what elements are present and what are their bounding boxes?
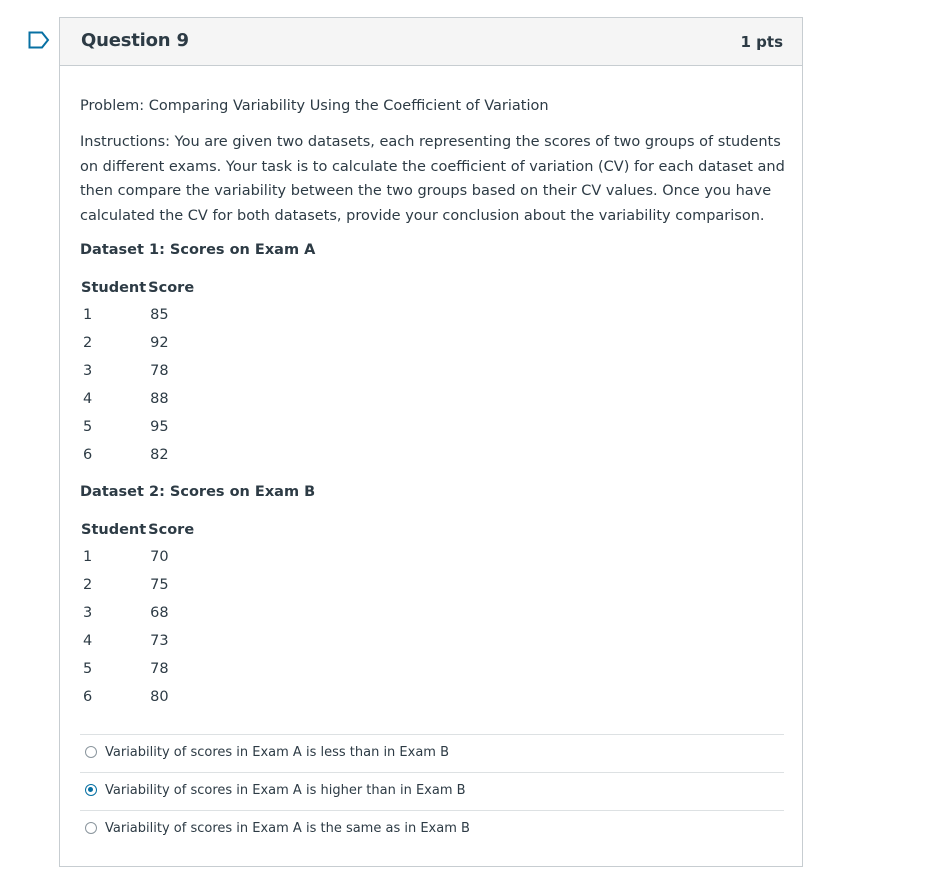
table-row: 4 88 xyxy=(83,391,169,407)
table-row: 2 75 xyxy=(83,577,169,593)
answer-label[interactable]: Variability of scores in Exam A is less than in Exam B xyxy=(105,745,450,760)
problem-title: Problem: Comparing Variability Using the Coefficient of Variation xyxy=(80,98,549,114)
answer-label[interactable]: Variability of scores in Exam A is the same as in Exam B xyxy=(105,821,470,836)
table-row: 6 82 xyxy=(83,447,169,463)
dataset1-heading: Dataset 1: Scores on Exam A xyxy=(80,242,316,258)
table-row: 1 85 xyxy=(83,307,169,323)
column-header-student: Student xyxy=(81,280,147,296)
dataset2-heading: Dataset 2: Scores on Exam B xyxy=(80,484,316,500)
question-header xyxy=(60,18,802,66)
answer-option-2[interactable] xyxy=(80,772,784,810)
table-row: 1 70 xyxy=(83,549,169,565)
answer-option-3[interactable] xyxy=(80,810,784,848)
dataset1-table xyxy=(80,275,195,469)
instructions-text: Instructions: You are given two datasets, each representing the scores of two groups of students on different exams. Your task is to calculate the coefficient of variation (CV) for each dataset and then compare the variability between the two groups based on their CV values. Once you have calculated the CV for both datasets, provide your conclusion about the variability comparison. xyxy=(80,134,785,224)
table-row: 2 92 xyxy=(83,335,169,351)
table-row: 3 78 xyxy=(83,363,169,379)
radio-button-selected[interactable] xyxy=(85,784,97,796)
answer-option-1[interactable] xyxy=(80,734,784,772)
table-row: 5 78 xyxy=(83,661,169,677)
question-card xyxy=(59,17,803,867)
dataset2-table xyxy=(80,517,195,711)
answer-list xyxy=(80,734,784,848)
column-header-student: Student xyxy=(81,522,147,538)
question-title: Question 9 xyxy=(81,30,189,51)
table-row: 3 68 xyxy=(83,605,169,621)
table-row: 4 73 xyxy=(83,633,169,649)
radio-button[interactable] xyxy=(85,822,97,834)
radio-button[interactable] xyxy=(85,746,97,758)
answer-label[interactable]: Variability of scores in Exam A is higher than in Exam B xyxy=(105,783,466,798)
table-row: 6 80 xyxy=(83,689,169,705)
column-header-score: Score xyxy=(148,522,195,538)
table-row: 5 95 xyxy=(83,419,169,435)
column-header-score: Score xyxy=(148,280,195,296)
question-points: 1 pts xyxy=(740,33,783,51)
flag-question-icon[interactable] xyxy=(28,31,50,49)
